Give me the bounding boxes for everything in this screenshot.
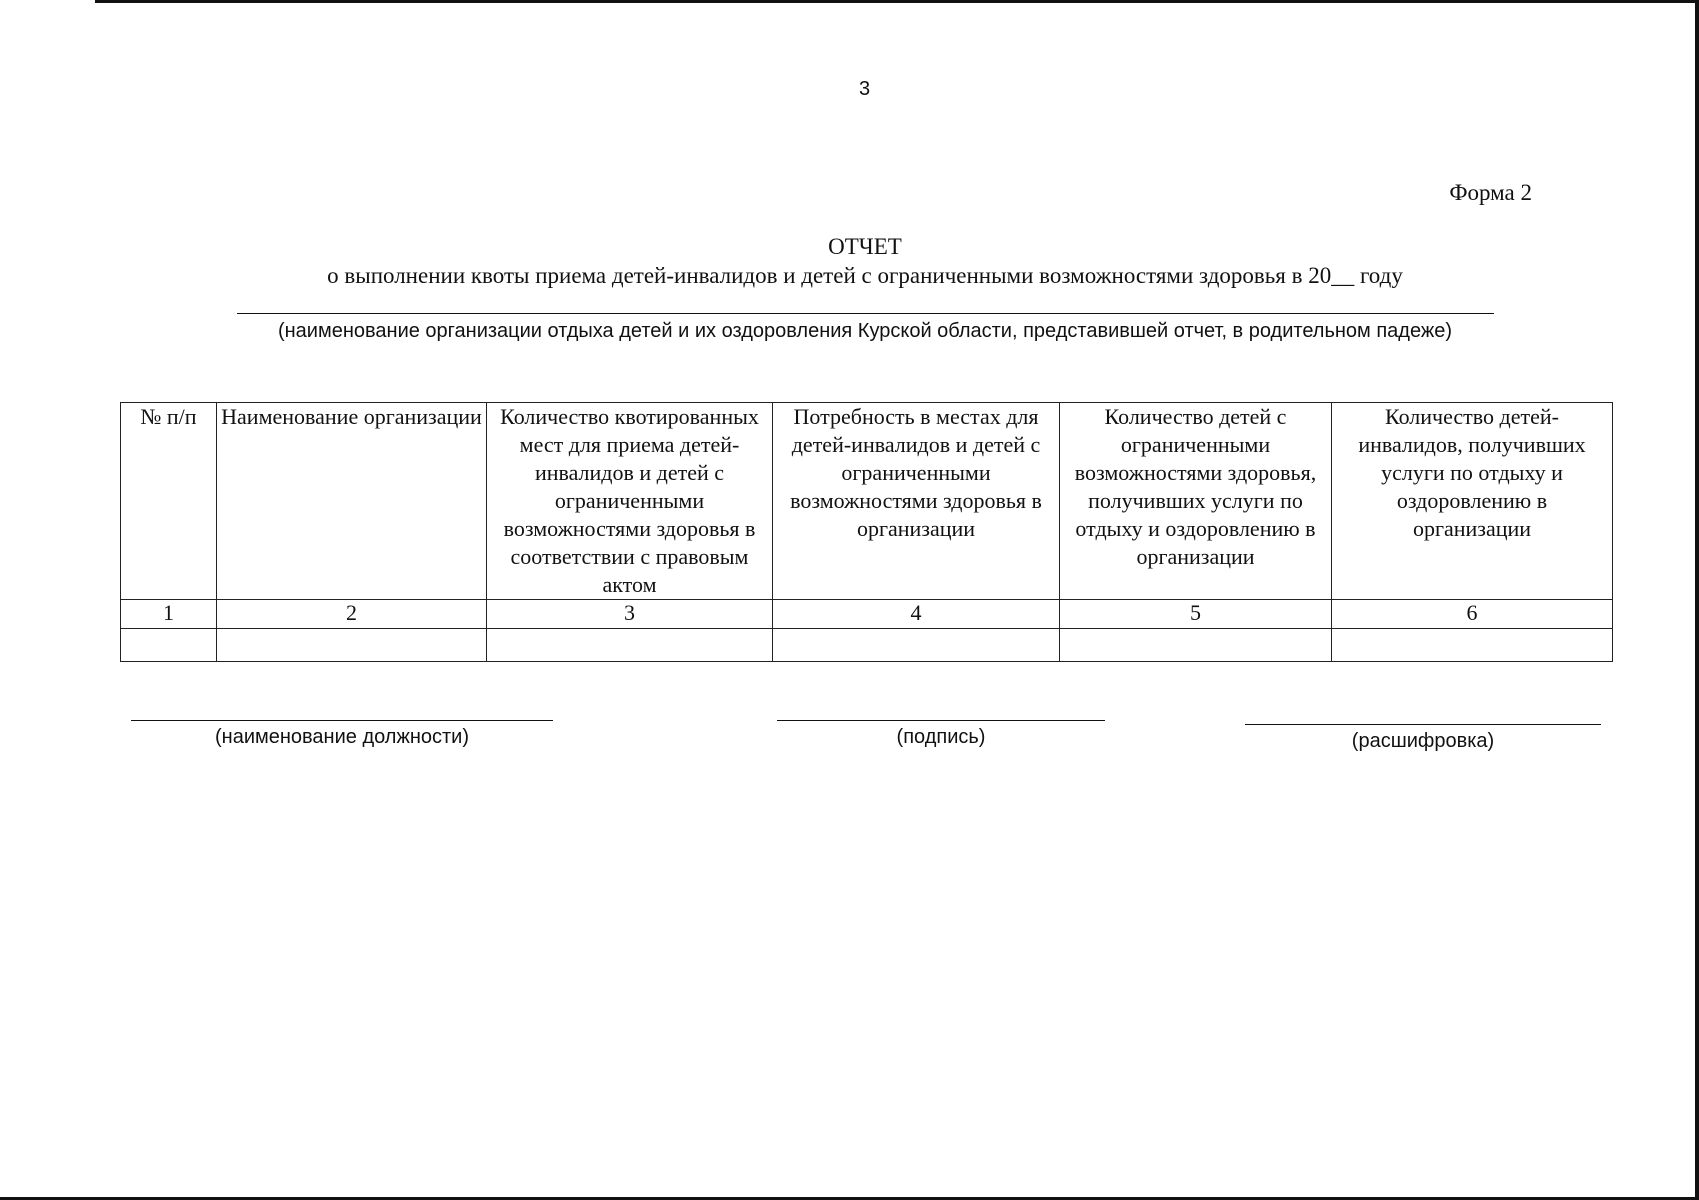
column-number: 1 (121, 600, 217, 629)
signature-line (777, 720, 1105, 721)
header-cell-children-limited-health: Количество детей с ограниченными возможностями здоровья, получивших услуги по отдыху и оздоровлению в организации (1060, 403, 1332, 600)
position-caption: (наименование должности) (214, 726, 470, 748)
column-number: 2 (217, 600, 487, 629)
table-cell (773, 629, 1060, 662)
column-number: 5 (1060, 600, 1332, 629)
signature-block (777, 720, 1105, 749)
document-subtitle: о выполнении квоты приема детей-инвалидов и детей с ограниченными возможностями здоровья в 20__ году (327, 263, 1403, 288)
header-cell-organization: Наименование организации (217, 403, 487, 600)
decoding-signature-block (1245, 724, 1601, 753)
page-number: 3 (858, 78, 871, 100)
position-line (131, 720, 553, 721)
header-cell-places-need: Потребность в местах для детей-инвалидов и детей с ограниченными возможностями здоровья в организации (773, 403, 1060, 600)
scan-edge-right (1695, 0, 1699, 1200)
table-header-row (121, 403, 1613, 600)
table-cell (1332, 629, 1613, 662)
header-cell-quota-places: Количество квотированных мест для приема детей-инвалидов и детей с ограниченными возможностями здоровья в соответствии с правовым актом (487, 403, 773, 600)
column-number-row (121, 600, 1613, 629)
decoding-caption: (расшифровка) (1351, 730, 1495, 752)
table-cell (487, 629, 773, 662)
report-table (120, 402, 1613, 662)
header-cell-children-disabled: Количество детей-инвалидов, получивших услуги по отдыху и оздоровлению в организации (1332, 403, 1613, 600)
organization-name-caption: (наименование организации отдыха детей и их оздоровления Курской области, представившей отчет, в родительном падеже) (277, 320, 1453, 342)
table-cell (121, 629, 217, 662)
column-number: 6 (1332, 600, 1613, 629)
position-signature-block (131, 720, 553, 749)
header-cell-number: № п/п (121, 403, 217, 600)
document-title: ОТЧЕТ (828, 234, 902, 259)
signature-caption: (подпись) (896, 726, 986, 748)
table-cell (217, 629, 487, 662)
table-row (121, 629, 1613, 662)
table-cell (1060, 629, 1332, 662)
column-number: 4 (773, 600, 1060, 629)
column-number: 3 (487, 600, 773, 629)
organization-name-line (237, 313, 1494, 314)
decoding-line (1245, 724, 1601, 725)
form-label: Форма 2 (1449, 180, 1532, 205)
scan-edge-top (95, 0, 1699, 3)
